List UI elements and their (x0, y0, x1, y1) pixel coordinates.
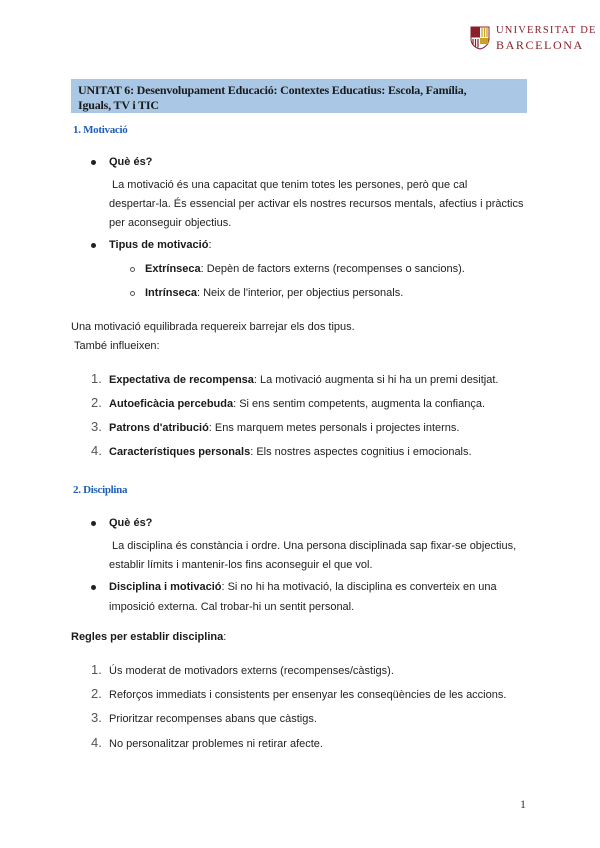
s1-type-label: Extrínseca (145, 263, 201, 275)
s2-rule-item: Prioritzar recompenses abans que càstigs. (109, 713, 317, 725)
s1-types-heading: Tipus de motivació: (109, 239, 212, 251)
s1-type-text: : Neix de l'interior, per objectius personals. (196, 287, 404, 299)
bullet-icon (91, 243, 96, 248)
s1-list-label: Autoeficàcia percebuda (109, 398, 234, 410)
s1-list-label: Patrons d'atribució (109, 422, 209, 434)
unit-header (71, 79, 527, 113)
list-number: 3. (91, 419, 102, 434)
s2-rule-item: Ús moderat de motivadors externs (recompenses/càstigs). (109, 665, 394, 677)
s1-type-text: : Depèn de factors externs (recompenses o sancions). (200, 263, 465, 275)
s2-rule-item: No personalitzar problemes ni retirar afecte. (109, 738, 323, 750)
bullet-icon (91, 521, 96, 526)
s1-type-label: Intrínseca (145, 287, 197, 299)
list-number: 1. (91, 662, 102, 677)
s1-list-item (109, 443, 472, 462)
s2-rules-colon: : (223, 631, 227, 643)
s1-type-item (145, 260, 465, 279)
s2-question-label: Què és? (109, 517, 153, 529)
circle-bullet-icon (130, 291, 135, 296)
s2-dm-text-2: imposició externa. Cal trobar-hi un sentit personal. (109, 601, 355, 613)
s2-rules-label: Regles per establir disciplina (71, 631, 224, 643)
s1-paragraph-2: També influeixen: (74, 340, 160, 352)
list-number: 1. (91, 371, 102, 386)
bullet-icon (91, 585, 96, 590)
s1-list-text: : La motivació augmenta si hi ha un premi desitjat. (253, 374, 499, 386)
s1-paragraph-1: Una motivació equilibrada requereix barrejar els dos tipus. (71, 321, 355, 333)
university-logo (470, 26, 597, 51)
s2-discipline-motivation (109, 578, 497, 597)
logo-line-1: UNIVERSITAT DE (496, 25, 597, 36)
header-title-line-2: Iguals, TV i TIC (78, 98, 159, 112)
s1-question-text-1: La motivació és una capacitat que tenim totes les persones, però que cal (112, 179, 468, 191)
s1-list-item (109, 371, 498, 390)
list-number: 4. (91, 443, 102, 458)
page-number: 1 (520, 797, 526, 811)
s2-rules-heading (71, 628, 226, 647)
list-number: 2. (91, 686, 102, 701)
s1-types-label: Tipus de motivació (109, 239, 209, 251)
list-number: 4. (91, 735, 102, 750)
s1-list-item (109, 395, 485, 414)
s2-dm-label: Disciplina i motivació (109, 581, 222, 593)
section-2-title: 2. Disciplina (73, 484, 128, 496)
s1-list-label: Característiques personals (109, 446, 251, 458)
section-1-title: 1. Motivació (73, 124, 128, 136)
s1-list-label: Expectativa de recompensa (109, 374, 254, 386)
s2-question-text-2: establir límits i mantenir-los fins aconseguir el que vol. (109, 559, 373, 571)
logo-line-2: BARCELONA (496, 37, 584, 52)
bullet-icon (91, 160, 96, 165)
list-number: 2. (91, 395, 102, 410)
crest-icon (470, 26, 490, 50)
s1-list-item (109, 419, 459, 438)
s2-rule-item: Reforços immediats i consistents per ensenyar les conseqüències de les accions. (109, 689, 507, 701)
s2-question-text-1: La disciplina és constància i ordre. Una persona disciplinada sap fixar-se objectius, (112, 540, 517, 552)
s2-dm-text-1: : Si no hi ha motivació, la disciplina es converteix en una (221, 581, 497, 593)
s1-question-text-3: per aconseguir objectius. (109, 217, 232, 229)
circle-bullet-icon (130, 267, 135, 272)
s1-list-text: : Ens marquem metes personals i projectes interns. (208, 422, 460, 434)
s1-list-text: : Si ens sentim competents, augmenta la confiança. (233, 398, 486, 410)
s1-type-item (145, 284, 403, 303)
s1-question-text-2: despertar-la. És essencial per activar els nostres recursos mentals, afectius i pràctics (109, 198, 524, 210)
header-title-line-1: UNITAT 6: Desenvolupament Educació: Contextes Educatius: Escola, Família, (78, 83, 467, 97)
s1-list-text: : Els nostres aspectes cognitius i emocionals. (250, 446, 472, 458)
s1-question-label: Què és? (109, 156, 153, 168)
list-number: 3. (91, 710, 102, 725)
